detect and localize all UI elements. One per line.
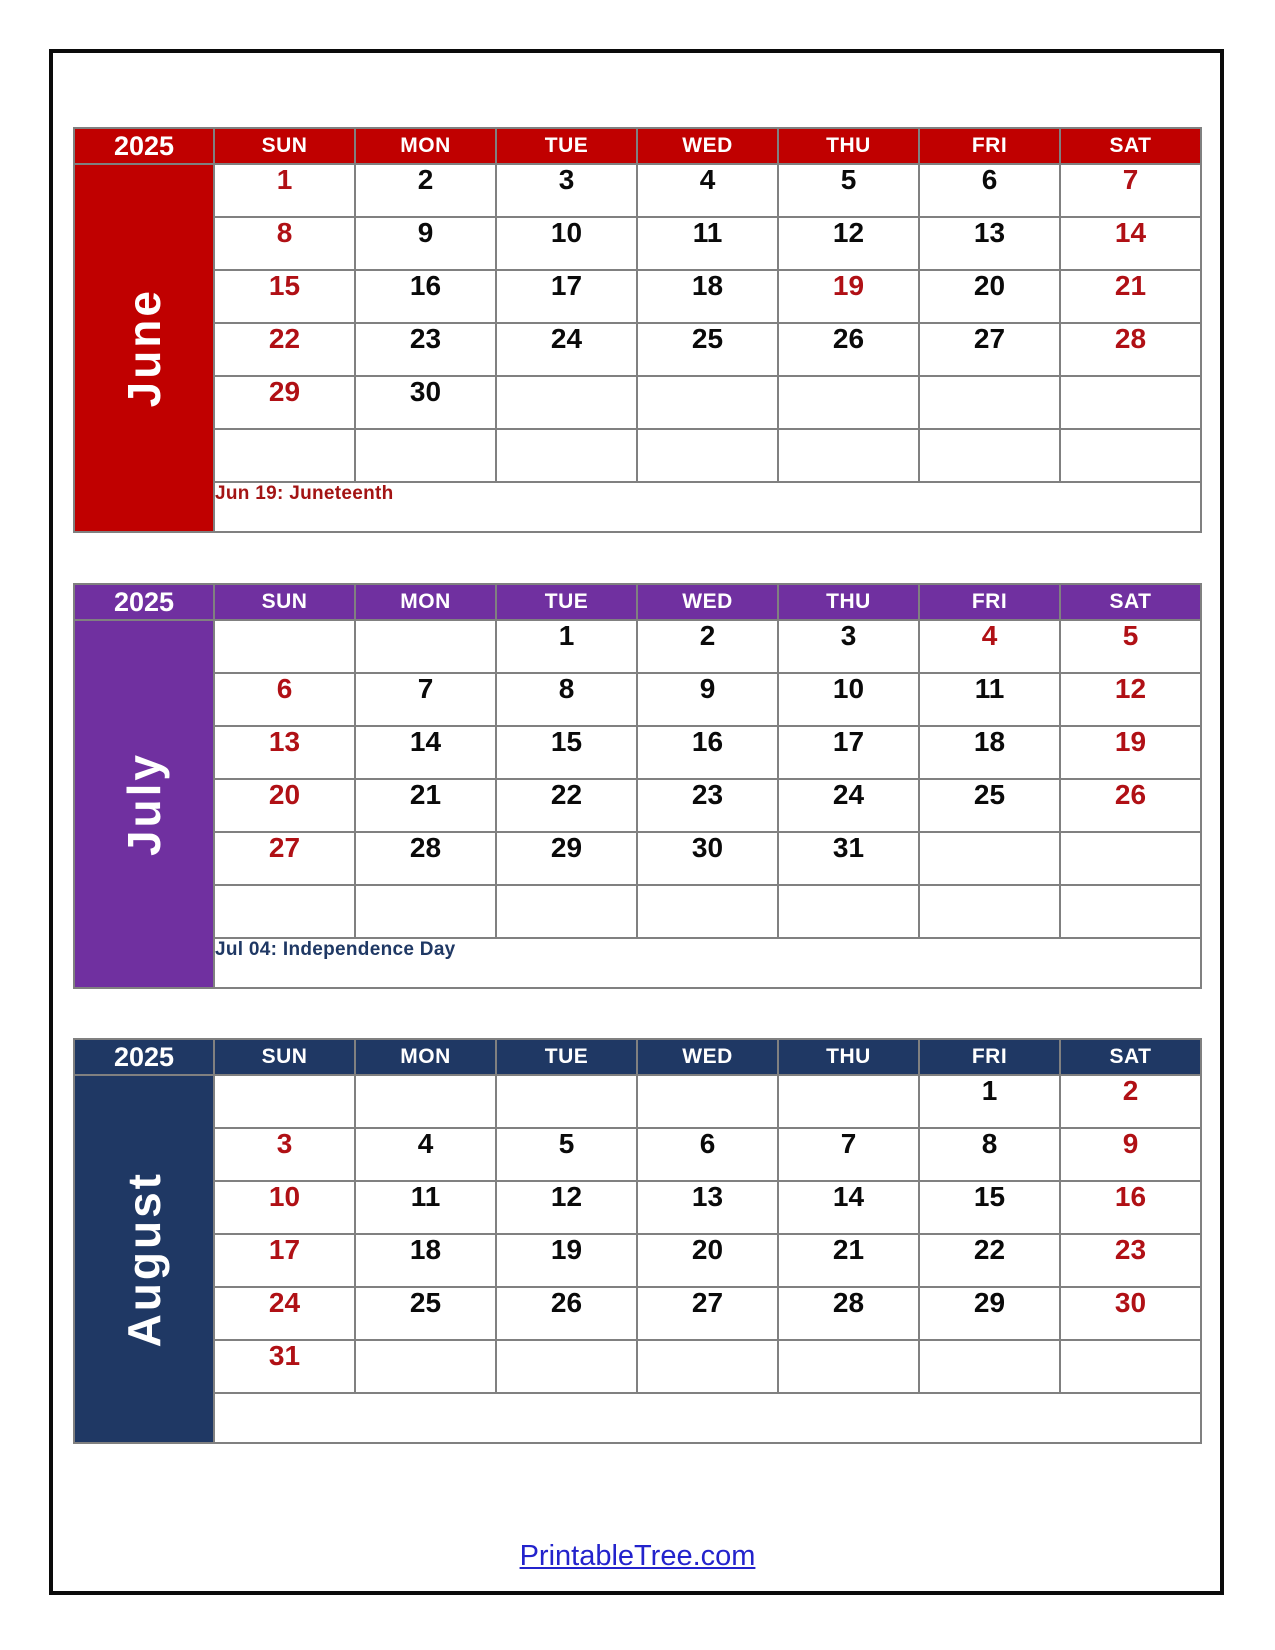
- date-cell: 15: [214, 270, 355, 323]
- empty-date-cell: [637, 885, 778, 938]
- month-sidebar: [74, 164, 214, 532]
- week-row: [74, 376, 1201, 429]
- date-cell: 1: [919, 1075, 1060, 1128]
- holiday-note: Jul 04: Independence Day: [214, 938, 1201, 988]
- empty-date-cell: [355, 620, 496, 673]
- date-cell: 5: [496, 1128, 637, 1181]
- week-row: [74, 620, 1201, 673]
- date-cell: 8: [919, 1128, 1060, 1181]
- weekday-header: WED: [637, 1039, 778, 1075]
- empty-date-cell: [1060, 832, 1201, 885]
- holiday-row: [74, 1393, 1201, 1443]
- empty-date-cell: [919, 376, 1060, 429]
- date-cell: 26: [1060, 779, 1201, 832]
- week-row: [74, 1234, 1201, 1287]
- date-cell: 14: [778, 1181, 919, 1234]
- empty-date-cell: [355, 885, 496, 938]
- date-cell: 29: [496, 832, 637, 885]
- empty-date-cell: [778, 376, 919, 429]
- week-row: [74, 726, 1201, 779]
- empty-date-cell: [637, 1075, 778, 1128]
- date-cell: 19: [1060, 726, 1201, 779]
- empty-date-cell: [778, 1340, 919, 1393]
- date-cell: 29: [214, 376, 355, 429]
- date-cell: 16: [1060, 1181, 1201, 1234]
- week-row: [74, 164, 1201, 217]
- week-row: [74, 429, 1201, 482]
- date-cell: 20: [919, 270, 1060, 323]
- empty-date-cell: [637, 429, 778, 482]
- date-cell: 19: [778, 270, 919, 323]
- weekday-header: THU: [778, 584, 919, 620]
- date-cell: 26: [496, 1287, 637, 1340]
- date-cell: 30: [637, 832, 778, 885]
- date-cell: 12: [1060, 673, 1201, 726]
- date-cell: 28: [1060, 323, 1201, 376]
- empty-date-cell: [355, 1075, 496, 1128]
- date-cell: 12: [496, 1181, 637, 1234]
- week-row: [74, 1128, 1201, 1181]
- date-cell: 10: [778, 673, 919, 726]
- weekday-header: WED: [637, 128, 778, 164]
- date-cell: 7: [778, 1128, 919, 1181]
- date-cell: 10: [496, 217, 637, 270]
- date-cell: 14: [355, 726, 496, 779]
- date-cell: 8: [214, 217, 355, 270]
- date-cell: 28: [355, 832, 496, 885]
- date-cell: 31: [778, 832, 919, 885]
- weekday-header-row: [74, 584, 1201, 620]
- date-cell: 28: [778, 1287, 919, 1340]
- weekday-header: FRI: [919, 584, 1060, 620]
- empty-date-cell: [919, 1340, 1060, 1393]
- date-cell: 9: [1060, 1128, 1201, 1181]
- date-cell: 21: [1060, 270, 1201, 323]
- week-row: [74, 673, 1201, 726]
- empty-date-cell: [919, 832, 1060, 885]
- year-label: 2025: [74, 1039, 214, 1075]
- weekday-header-row: [74, 128, 1201, 164]
- date-cell: 2: [637, 620, 778, 673]
- date-cell: 23: [637, 779, 778, 832]
- date-cell: 7: [1060, 164, 1201, 217]
- date-cell: 13: [214, 726, 355, 779]
- date-cell: 3: [496, 164, 637, 217]
- weekday-header: FRI: [919, 128, 1060, 164]
- date-cell: 20: [637, 1234, 778, 1287]
- date-cell: 30: [355, 376, 496, 429]
- empty-date-cell: [1060, 1340, 1201, 1393]
- weekday-header: SUN: [214, 128, 355, 164]
- footer-link[interactable]: PrintableTree.com: [519, 1540, 756, 1572]
- date-cell: 13: [919, 217, 1060, 270]
- holiday-row: [74, 482, 1201, 532]
- date-cell: 24: [778, 779, 919, 832]
- date-cell: 21: [355, 779, 496, 832]
- empty-date-cell: [214, 620, 355, 673]
- week-row: [74, 1340, 1201, 1393]
- month-name-label: July: [118, 751, 170, 857]
- date-cell: 20: [214, 779, 355, 832]
- weekday-header: SAT: [1060, 584, 1201, 620]
- weekday-header: SAT: [1060, 1039, 1201, 1075]
- date-cell: 25: [637, 323, 778, 376]
- date-cell: 18: [919, 726, 1060, 779]
- weekday-header: WED: [637, 584, 778, 620]
- date-cell: 4: [637, 164, 778, 217]
- weekday-header: MON: [355, 1039, 496, 1075]
- date-cell: 29: [919, 1287, 1060, 1340]
- weekday-header-row: [74, 1039, 1201, 1075]
- date-cell: 4: [355, 1128, 496, 1181]
- date-cell: 19: [496, 1234, 637, 1287]
- week-row: [74, 323, 1201, 376]
- week-row: [74, 1181, 1201, 1234]
- date-cell: 24: [214, 1287, 355, 1340]
- date-cell: 30: [1060, 1287, 1201, 1340]
- weekday-header: THU: [778, 1039, 919, 1075]
- week-row: [74, 1287, 1201, 1340]
- date-cell: 15: [496, 726, 637, 779]
- date-cell: 17: [496, 270, 637, 323]
- date-cell: 27: [637, 1287, 778, 1340]
- empty-date-cell: [355, 1340, 496, 1393]
- date-cell: 31: [214, 1340, 355, 1393]
- date-cell: 13: [637, 1181, 778, 1234]
- weekday-header: TUE: [496, 584, 637, 620]
- date-cell: 18: [637, 270, 778, 323]
- month-table-july: [73, 583, 1202, 989]
- date-cell: 2: [1060, 1075, 1201, 1128]
- date-cell: 7: [355, 673, 496, 726]
- year-label: 2025: [74, 128, 214, 164]
- week-row: [74, 1075, 1201, 1128]
- empty-date-cell: [1060, 885, 1201, 938]
- date-cell: 4: [919, 620, 1060, 673]
- date-cell: 12: [778, 217, 919, 270]
- date-cell: 1: [214, 164, 355, 217]
- date-cell: 6: [214, 673, 355, 726]
- date-cell: 8: [496, 673, 637, 726]
- empty-date-cell: [214, 885, 355, 938]
- date-cell: 18: [355, 1234, 496, 1287]
- empty-date-cell: [496, 885, 637, 938]
- month-name-label: June: [118, 288, 170, 408]
- date-cell: 1: [496, 620, 637, 673]
- week-row: [74, 217, 1201, 270]
- date-cell: 11: [637, 217, 778, 270]
- date-cell: 23: [355, 323, 496, 376]
- month-table-june: [73, 127, 1202, 533]
- date-cell: 2: [355, 164, 496, 217]
- empty-date-cell: [496, 1075, 637, 1128]
- date-cell: 5: [778, 164, 919, 217]
- date-cell: 22: [214, 323, 355, 376]
- date-cell: 26: [778, 323, 919, 376]
- weekday-header: SAT: [1060, 128, 1201, 164]
- date-cell: 17: [214, 1234, 355, 1287]
- holiday-row: [74, 938, 1201, 988]
- empty-date-cell: [919, 885, 1060, 938]
- month-name-label: August: [118, 1170, 170, 1348]
- weekday-header: TUE: [496, 128, 637, 164]
- empty-date-cell: [919, 429, 1060, 482]
- date-cell: 3: [214, 1128, 355, 1181]
- month-sidebar: [74, 620, 214, 988]
- month-table-august: [73, 1038, 1202, 1444]
- date-cell: 6: [919, 164, 1060, 217]
- weekday-header: TUE: [496, 1039, 637, 1075]
- weekday-header: MON: [355, 128, 496, 164]
- date-cell: 11: [355, 1181, 496, 1234]
- date-cell: 25: [355, 1287, 496, 1340]
- empty-date-cell: [778, 1075, 919, 1128]
- date-cell: 23: [1060, 1234, 1201, 1287]
- date-cell: 10: [214, 1181, 355, 1234]
- empty-date-cell: [778, 429, 919, 482]
- date-cell: 27: [214, 832, 355, 885]
- month-sidebar: [74, 1075, 214, 1443]
- date-cell: 25: [919, 779, 1060, 832]
- week-row: [74, 270, 1201, 323]
- date-cell: 5: [1060, 620, 1201, 673]
- week-row: [74, 885, 1201, 938]
- empty-date-cell: [1060, 429, 1201, 482]
- date-cell: 6: [637, 1128, 778, 1181]
- holiday-note: [214, 1393, 1201, 1443]
- date-cell: 16: [637, 726, 778, 779]
- empty-date-cell: [778, 885, 919, 938]
- date-cell: 17: [778, 726, 919, 779]
- date-cell: 11: [919, 673, 1060, 726]
- holiday-note: Jun 19: Juneteenth: [214, 482, 1201, 532]
- weekday-header: SUN: [214, 584, 355, 620]
- date-cell: 16: [355, 270, 496, 323]
- week-row: [74, 779, 1201, 832]
- empty-date-cell: [355, 429, 496, 482]
- date-cell: 21: [778, 1234, 919, 1287]
- date-cell: 14: [1060, 217, 1201, 270]
- empty-date-cell: [637, 1340, 778, 1393]
- weekday-header: THU: [778, 128, 919, 164]
- weekday-header: FRI: [919, 1039, 1060, 1075]
- year-label: 2025: [74, 584, 214, 620]
- date-cell: 9: [637, 673, 778, 726]
- week-row: [74, 832, 1201, 885]
- date-cell: 9: [355, 217, 496, 270]
- date-cell: 22: [919, 1234, 1060, 1287]
- footer: [0, 1540, 1275, 1573]
- empty-date-cell: [214, 429, 355, 482]
- weekday-header: MON: [355, 584, 496, 620]
- date-cell: 24: [496, 323, 637, 376]
- date-cell: 3: [778, 620, 919, 673]
- empty-date-cell: [496, 1340, 637, 1393]
- empty-date-cell: [1060, 376, 1201, 429]
- date-cell: 27: [919, 323, 1060, 376]
- empty-date-cell: [214, 1075, 355, 1128]
- weekday-header: SUN: [214, 1039, 355, 1075]
- empty-date-cell: [637, 376, 778, 429]
- date-cell: 15: [919, 1181, 1060, 1234]
- date-cell: 22: [496, 779, 637, 832]
- empty-date-cell: [496, 429, 637, 482]
- empty-date-cell: [496, 376, 637, 429]
